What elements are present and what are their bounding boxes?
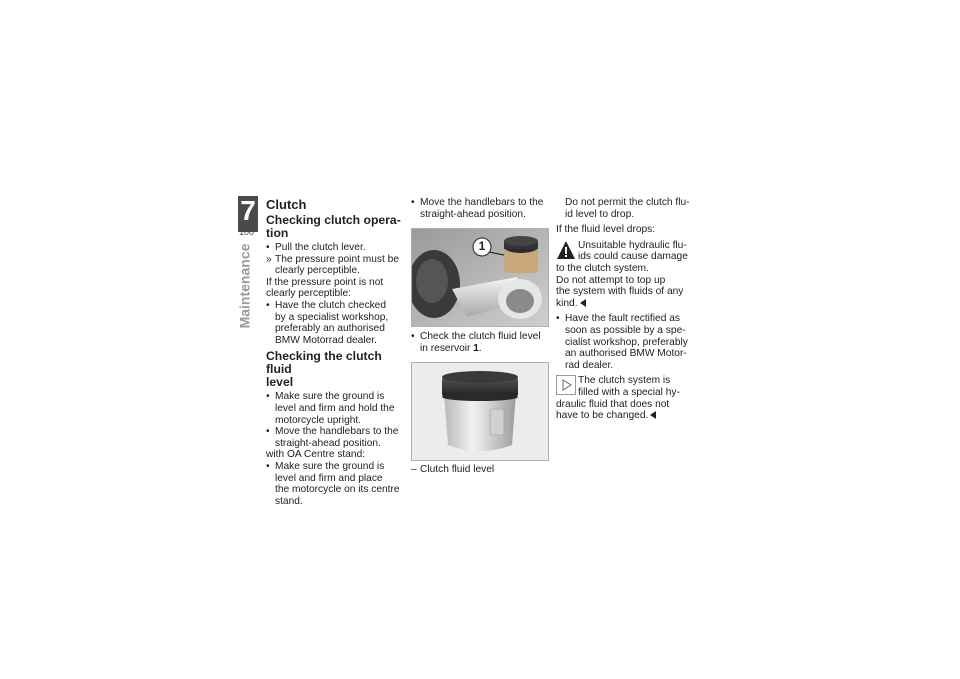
reservoir-level-photo [411,362,549,461]
photo-callout-1: 1 [478,239,486,253]
list-item: • Make sure the ground is level and firm and hold the motorcycle upright. [266,391,395,426]
column-1 [266,197,406,507]
chapter-number: 7 [240,195,256,226]
paragraph: Do not permit the clutch flu- id level to drop. [565,197,690,220]
paragraph: If the fluid level drops: [556,224,656,236]
page-number: 100 [239,227,255,237]
warning-icon [556,240,576,260]
paragraph: If the pressure point is not clearly perceptible: [266,276,384,300]
list-item: • Move the handlebars to the straight-ahead position. [266,426,399,449]
heading-clutch-operation: Checking clutch opera- tion [266,213,401,240]
end-mark-icon [580,299,586,307]
note-block: The clutch system is filled with a special hy- draulic fluid that does not have to be changed. [556,375,680,422]
list-item: • Have the fault rectified as soon as possible by a spe- cialist workshop, preferably an authorised BMW Motor- rad dealer. [556,313,688,371]
list-item: • Move the handlebars to the straight-ahead position. [411,197,544,220]
caption-dash: – [411,464,417,475]
heading-clutch-fluid-level: Checking the clutch fluid level [266,349,382,390]
list-item: • Make sure the ground is level and firm and place the motorcycle on its centre stand. [266,460,400,507]
section-title: Clutch [266,197,307,212]
note-icon [556,375,576,395]
column-2 [411,197,551,220]
end-mark-icon [650,411,656,419]
photo-caption: – Clutch fluid level [411,464,495,475]
warning-block: Unsuitable hydraulic flu- ids could cause damage to the clutch system. Do not attempt to top up the system with fluids of any kind. [556,239,688,309]
column-3 [556,197,696,422]
section-side-label [224,243,264,348]
column-2-lower [411,331,551,354]
paragraph: with OA Centre stand: [266,449,366,461]
list-item: • Pull the clutch lever. [266,242,366,253]
section-label-text: Maintenance [236,243,253,329]
result-item: » The pressure point must be clearly perceptible. [266,253,400,277]
list-item: • Have the clutch checked by a specialist workshop, preferably an authorised BMW Motorrad dealer. [266,299,389,346]
list-item: • Check the clutch fluid level in reservoir 1. [411,331,541,354]
clutch-reservoir-photo [411,228,549,327]
